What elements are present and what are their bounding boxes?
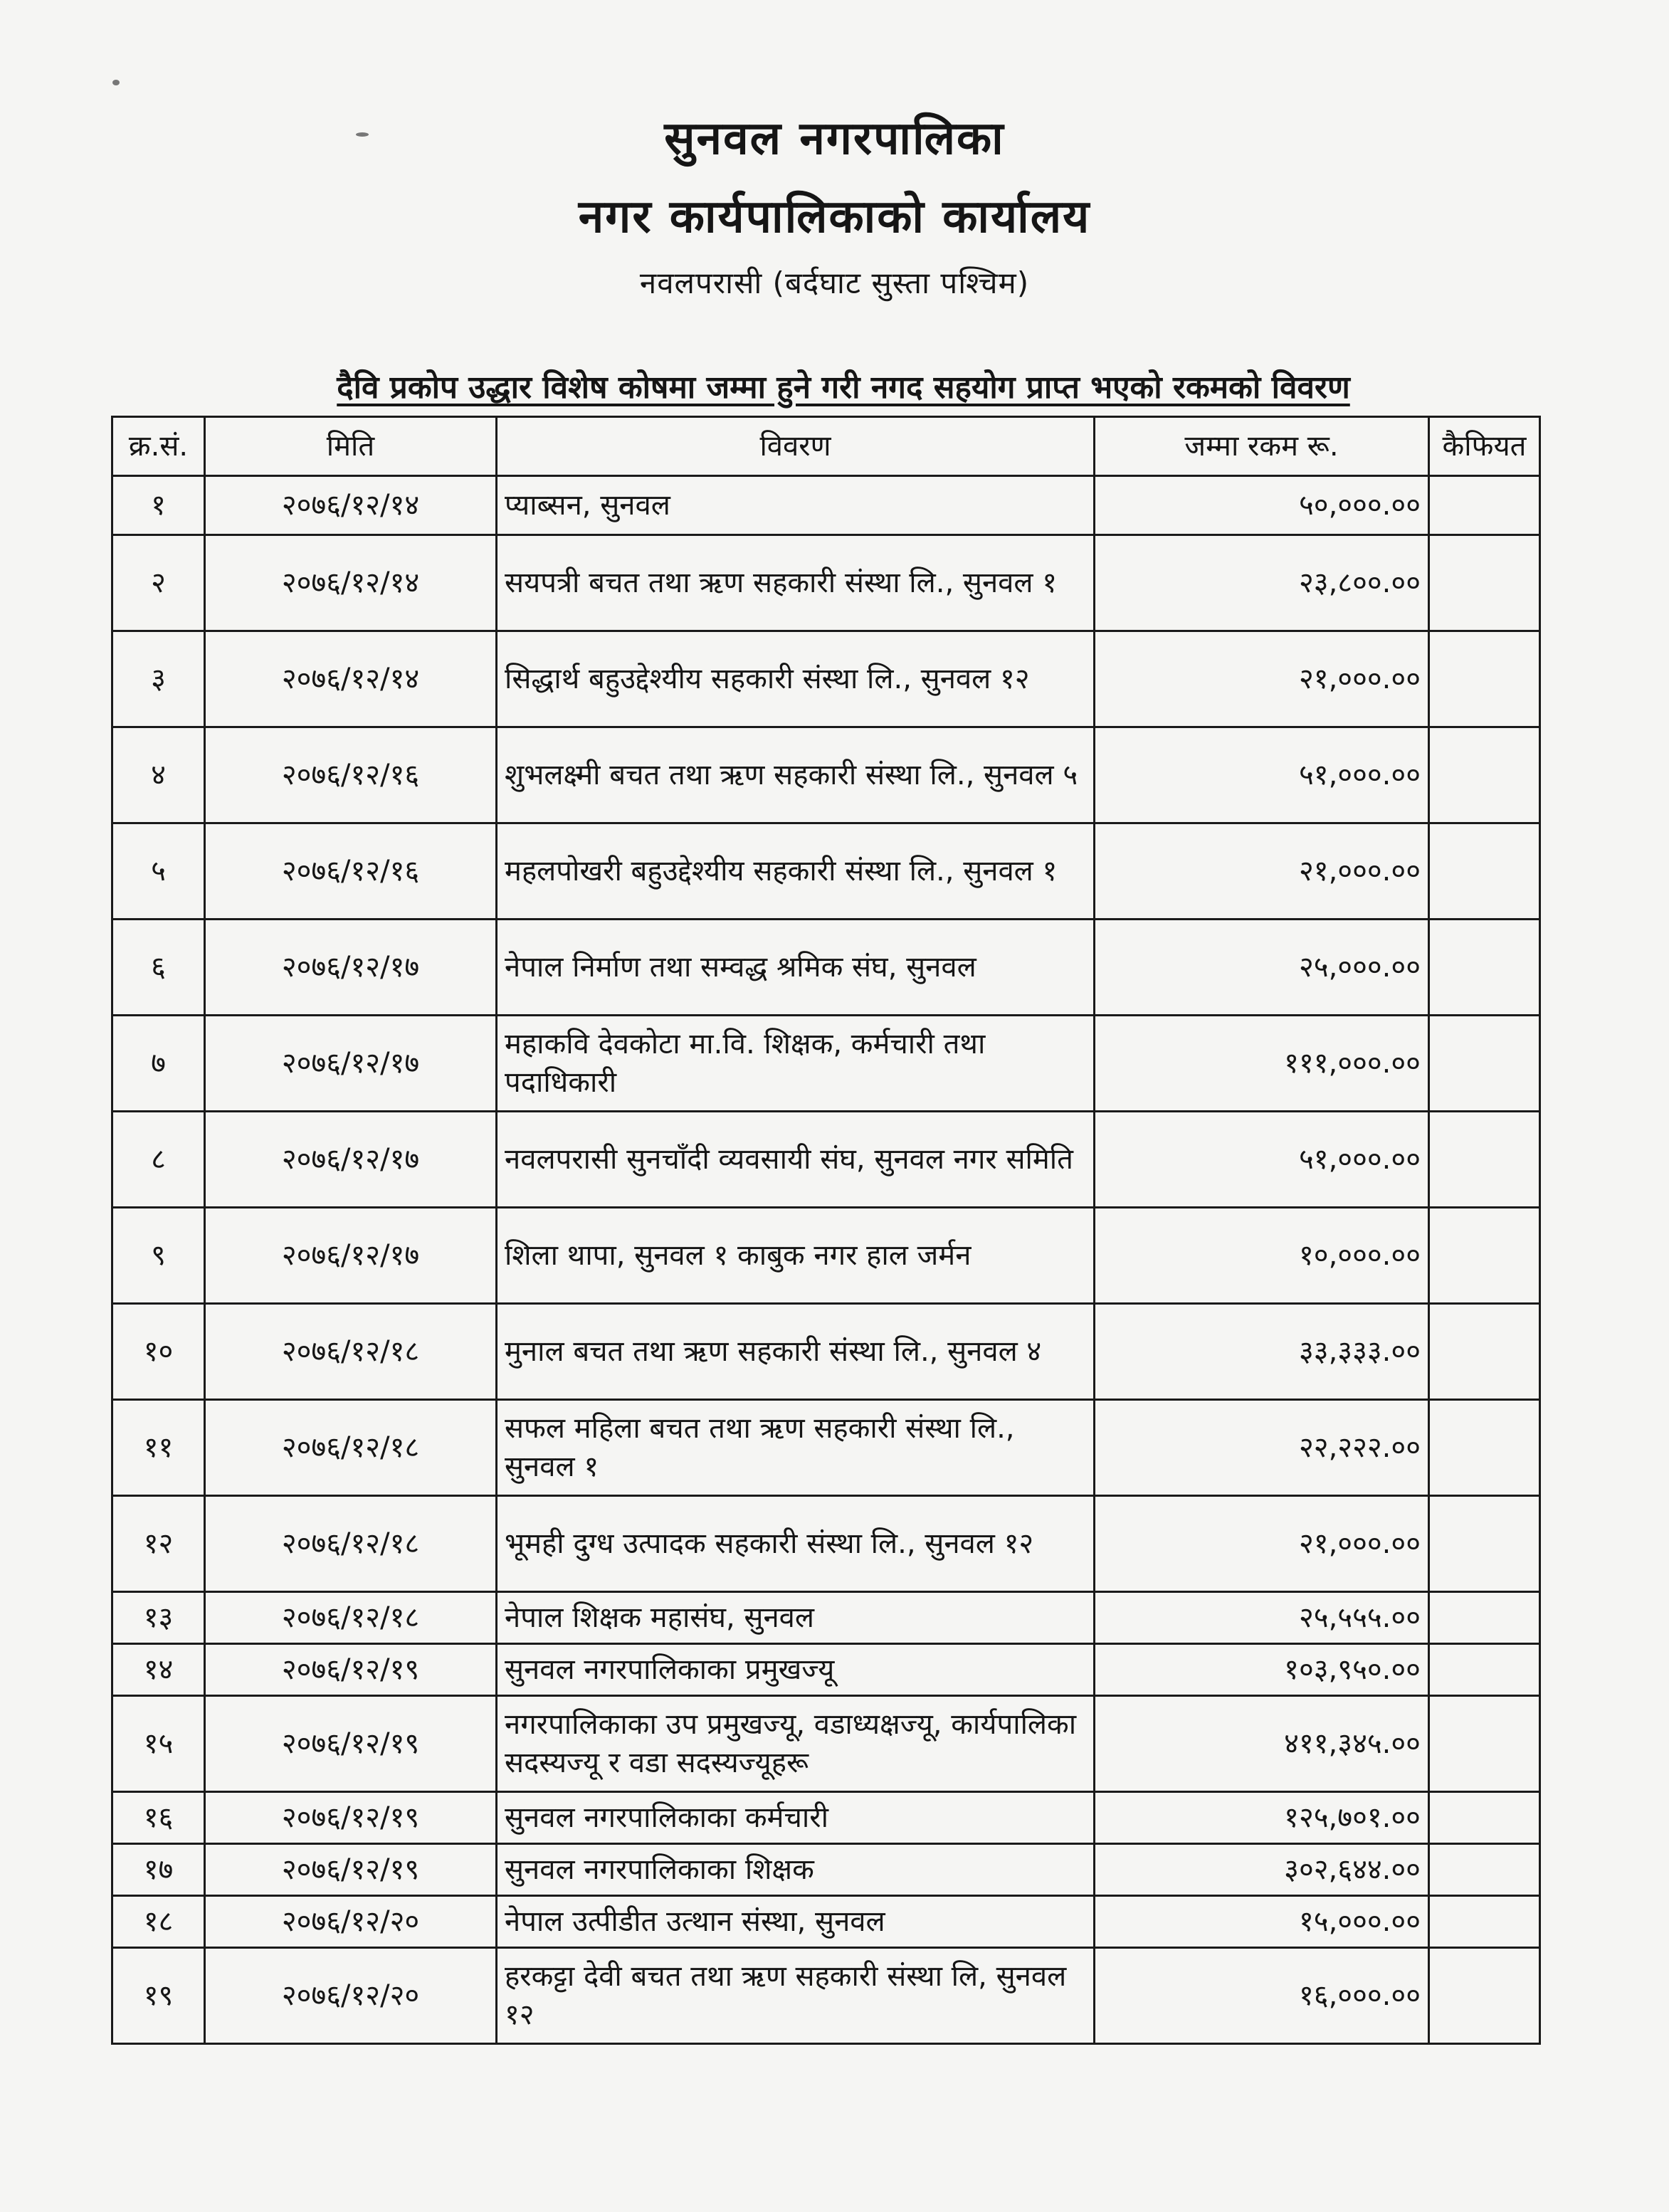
cell-description: नवलपरासी सुनचाँदी व्यवसायी संघ, सुनवल नगर समिति — [497, 1112, 1095, 1208]
table-row — [112, 1016, 1540, 1112]
cell-amount: ५१,०००.०० — [1095, 727, 1429, 823]
office-title: नगर कार्यपालिकाको कार्यालय — [578, 191, 1091, 243]
cell-remarks — [1429, 1896, 1540, 1948]
cell-amount: १०,०००.०० — [1095, 1208, 1429, 1304]
cell-amount: १५,०००.०० — [1095, 1896, 1429, 1948]
cell-sn: १२ — [112, 1496, 205, 1592]
cell-remarks — [1429, 476, 1540, 535]
donation-table — [111, 416, 1541, 2045]
cell-description: सफल महिला बचत तथा ऋण सहकारी संस्था लि., सुनवल १ — [497, 1400, 1095, 1496]
cell-amount: २१,०००.०० — [1095, 1496, 1429, 1592]
column-header-description: विवरण — [497, 417, 1095, 476]
cell-date: २०७६/१२/१९ — [205, 1696, 497, 1792]
cell-amount: ५१,०००.०० — [1095, 1112, 1429, 1208]
cell-date: २०७६/१२/२० — [205, 1948, 497, 2044]
cell-remarks — [1429, 1696, 1540, 1792]
table-row — [112, 535, 1540, 631]
cell-remarks — [1429, 631, 1540, 727]
table-row — [112, 727, 1540, 823]
cell-amount: १११,०००.०० — [1095, 1016, 1429, 1112]
cell-description: महलपोखरी बहुउद्देश्यीय सहकारी संस्था लि., सुनवल १ — [497, 823, 1095, 920]
column-header-date: मिति — [205, 417, 497, 476]
cell-remarks — [1429, 920, 1540, 1016]
cell-sn: १७ — [112, 1844, 205, 1896]
district-subtitle: नवलपरासी (बर्दघाट सुस्ता पश्चिम) — [639, 265, 1030, 300]
cell-date: २०७६/१२/१७ — [205, 1112, 497, 1208]
municipality-title: सुनवल नगरपालिका — [664, 112, 1005, 165]
cell-remarks — [1429, 1304, 1540, 1400]
cell-description: सुनवल नगरपालिकाका शिक्षक — [497, 1844, 1095, 1896]
cell-description: मुनाल बचत तथा ऋण सहकारी संस्था लि., सुनवल ४ — [497, 1304, 1095, 1400]
column-header-remarks: कैफियत — [1429, 417, 1540, 476]
cell-remarks — [1429, 1792, 1540, 1844]
table-row — [112, 920, 1540, 1016]
table-row — [112, 1112, 1540, 1208]
cell-description: महाकवि देवकोटा मा.वि. शिक्षक, कर्मचारी तथा पदाधिकारी — [497, 1016, 1095, 1112]
cell-description: शुभलक्ष्मी बचत तथा ऋण सहकारी संस्था लि., सुनवल ५ — [497, 727, 1095, 823]
table-row — [112, 823, 1540, 920]
table-row — [112, 1400, 1540, 1496]
table-row — [112, 1792, 1540, 1844]
cell-description: सयपत्री बचत तथा ऋण सहकारी संस्था लि., सुनवल १ — [497, 535, 1095, 631]
cell-description: सिद्धार्थ बहुउद्देश्यीय सहकारी संस्था लि., सुनवल १२ — [497, 631, 1095, 727]
cell-remarks — [1429, 1644, 1540, 1696]
table-row — [112, 1496, 1540, 1592]
cell-remarks — [1429, 1208, 1540, 1304]
cell-sn: १६ — [112, 1792, 205, 1844]
cell-date: २०७६/१२/१७ — [205, 920, 497, 1016]
cell-amount: १६,०००.०० — [1095, 1948, 1429, 2044]
cell-description: शिला थापा, सुनवल १ काबुक नगर हाल जर्मन — [497, 1208, 1095, 1304]
cell-sn: ७ — [112, 1016, 205, 1112]
cell-date: २०७६/१२/१६ — [205, 823, 497, 920]
cell-remarks — [1429, 823, 1540, 920]
cell-amount: १०३,९५०.०० — [1095, 1644, 1429, 1696]
table-row — [112, 631, 1540, 727]
cell-amount: ४११,३४५.०० — [1095, 1696, 1429, 1792]
cell-description: सुनवल नगरपालिकाका कर्मचारी — [497, 1792, 1095, 1844]
cell-remarks — [1429, 1592, 1540, 1644]
cell-amount: २३,८००.०० — [1095, 535, 1429, 631]
cell-remarks — [1429, 1948, 1540, 2044]
cell-sn: १८ — [112, 1896, 205, 1948]
table-row — [112, 476, 1540, 535]
cell-sn: ६ — [112, 920, 205, 1016]
table-title: दैवि प्रकोप उद्धार विशेष कोषमा जम्मा हुने गरी नगद सहयोग प्राप्त भएको रकमको विवरण — [337, 369, 1350, 406]
cell-amount: २५,०००.०० — [1095, 920, 1429, 1016]
cell-date: २०७६/१२/१७ — [205, 1016, 497, 1112]
cell-remarks — [1429, 535, 1540, 631]
cell-date: २०७६/१२/१८ — [205, 1592, 497, 1644]
cell-date: २०७६/१२/२० — [205, 1896, 497, 1948]
cell-amount: २५,५५५.०० — [1095, 1592, 1429, 1644]
cell-date: २०७६/१२/१४ — [205, 476, 497, 535]
cell-sn: १० — [112, 1304, 205, 1400]
column-header-amount: जम्मा रकम रू. — [1095, 417, 1429, 476]
table-row — [112, 1696, 1540, 1792]
cell-amount: ३०२,६४४.०० — [1095, 1844, 1429, 1896]
cell-amount: ३३,३३३.०० — [1095, 1304, 1429, 1400]
cell-sn: १३ — [112, 1592, 205, 1644]
cell-date: २०७६/१२/१७ — [205, 1208, 497, 1304]
cell-remarks — [1429, 727, 1540, 823]
cell-sn: ८ — [112, 1112, 205, 1208]
cell-sn: ३ — [112, 631, 205, 727]
cell-description: सुनवल नगरपालिकाका प्रमुखज्यू — [497, 1644, 1095, 1696]
cell-date: २०७६/१२/१८ — [205, 1304, 497, 1400]
cell-amount: २१,०००.०० — [1095, 631, 1429, 727]
cell-sn: १ — [112, 476, 205, 535]
table-row — [112, 1592, 1540, 1644]
cell-description: नेपाल उत्पीडीत उत्थान संस्था, सुनवल — [497, 1896, 1095, 1948]
cell-date: २०७६/१२/१८ — [205, 1496, 497, 1592]
cell-description: नेपाल निर्माण तथा सम्वद्ध श्रमिक संघ, सुनवल — [497, 920, 1095, 1016]
cell-sn: १५ — [112, 1696, 205, 1792]
cell-remarks — [1429, 1496, 1540, 1592]
cell-amount: १२५,७०१.०० — [1095, 1792, 1429, 1844]
table-row — [112, 1644, 1540, 1696]
cell-date: २०७६/१२/१४ — [205, 535, 497, 631]
cell-date: २०७६/१२/१९ — [205, 1644, 497, 1696]
table-header-row — [112, 417, 1540, 476]
cell-description: नगरपालिकाका उप प्रमुखज्यू, वडाध्यक्षज्यू, कार्यपालिका सदस्यज्यू र वडा सदस्यज्यूहरू — [497, 1696, 1095, 1792]
cell-amount: ५०,०००.०० — [1095, 476, 1429, 535]
table-row — [112, 1304, 1540, 1400]
cell-description: भूमही दुग्ध उत्पादक सहकारी संस्था लि., सुनवल १२ — [497, 1496, 1095, 1592]
cell-date: २०७६/१२/१९ — [205, 1844, 497, 1896]
cell-remarks — [1429, 1112, 1540, 1208]
cell-sn: ५ — [112, 823, 205, 920]
cell-sn: १४ — [112, 1644, 205, 1696]
column-header-sn: क्र.सं. — [112, 417, 205, 476]
cell-date: २०७६/१२/१६ — [205, 727, 497, 823]
cell-description: हरकट्टा देवी बचत तथा ऋण सहकारी संस्था लि, सुनवल १२ — [497, 1948, 1095, 2044]
cell-sn: ९ — [112, 1208, 205, 1304]
cell-sn: ४ — [112, 727, 205, 823]
scan-speck — [112, 80, 120, 85]
table-row — [112, 1896, 1540, 1948]
cell-sn: २ — [112, 535, 205, 631]
cell-amount: २२,२२२.०० — [1095, 1400, 1429, 1496]
cell-sn: ११ — [112, 1400, 205, 1496]
table-row — [112, 1844, 1540, 1896]
cell-amount: २१,०००.०० — [1095, 823, 1429, 920]
cell-description: नेपाल शिक्षक महासंघ, सुनवल — [497, 1592, 1095, 1644]
cell-sn: १९ — [112, 1948, 205, 2044]
cell-remarks — [1429, 1400, 1540, 1496]
cell-remarks — [1429, 1844, 1540, 1896]
cell-date: २०७६/१२/१४ — [205, 631, 497, 727]
cell-date: २०७६/१२/१९ — [205, 1792, 497, 1844]
cell-date: २०७६/१२/१८ — [205, 1400, 497, 1496]
table-row — [112, 1208, 1540, 1304]
table-row — [112, 1948, 1540, 2044]
cell-description: प्याब्सन, सुनवल — [497, 476, 1095, 535]
cell-remarks — [1429, 1016, 1540, 1112]
